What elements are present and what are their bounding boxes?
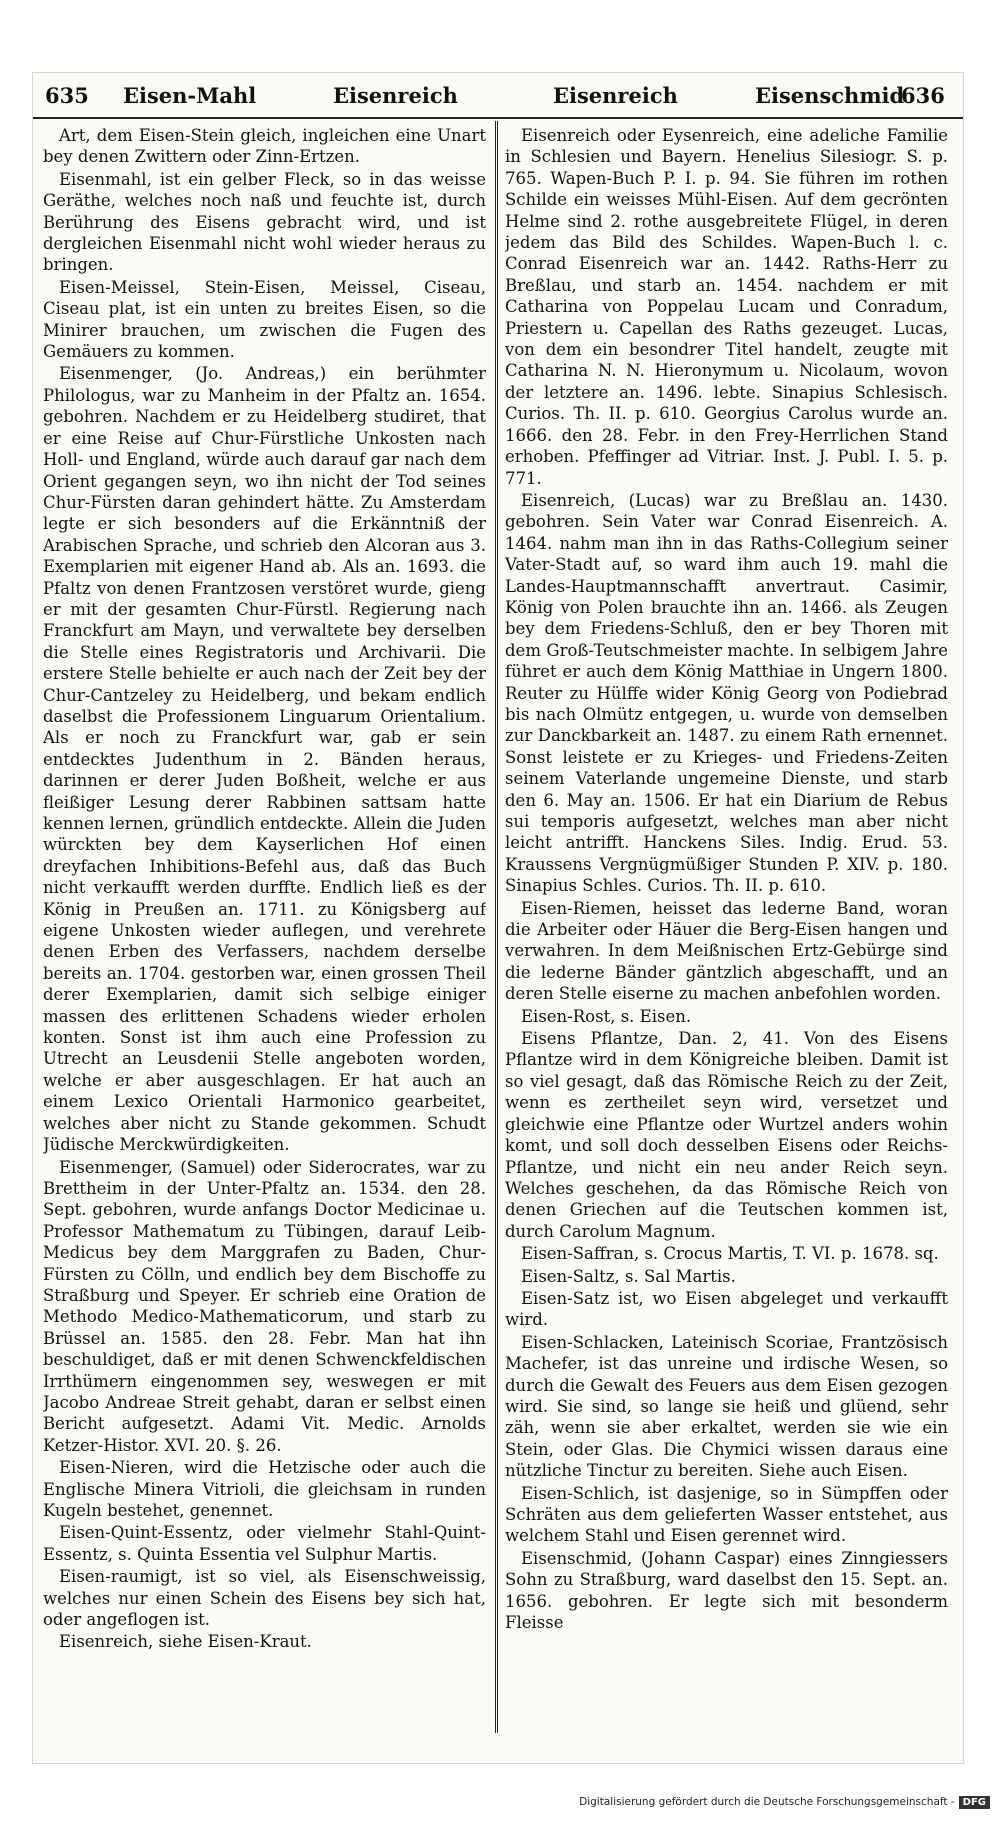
entry-paragraph: Eisen-Meissel, Stein-Eisen, Meissel, Ciseau, Ciseau plat, ist ein unten zu breites Eisen, so die Minirer brauchen, um zwischen die Fugen des Gemäuers zu kommen. <box>43 277 486 362</box>
entry-paragraph: Eisenschmid, (Johann Caspar) eines Zinngiessers Sohn zu Straßburg, ward daselbst den 15. Sept. an. 1656. gebohren. Er legte sich mit besonderm Fleisse <box>505 1548 948 1633</box>
running-title-2: Eisenreich <box>333 83 458 108</box>
right-column <box>505 125 948 1735</box>
credit-text: Digitalisierung gefördert durch die Deutsche Forschungsgemeinschaft - <box>579 1796 955 1808</box>
entry-paragraph: Eisen-raumigt, ist so viel, als Eisenschweissig, welches nur einen Schein des Eisens bey sich hat, oder angeflogen ist. <box>43 1567 486 1630</box>
entry-paragraph: Eisenreich, (Lucas) war zu Breßlau an. 1430. gebohren. Sein Vater war Conrad Eisenreich. A. 1464. nahm man ihn in das Raths-Collegium seiner Vater-Stadt auf, so ward ihm auch 19. mahl die Landes-Hauptmannschafft anvertraut. Casimir, König von Polen brauchte ihn an. 1466. als Zeugen bey dem Friedens-Schluß, den er bey Thoren mit dem Groß-Teutschmeister machte. In selbigem Jahre führet er auch dem König Matthiae in Ungern 1800. Reuter zu Hülffe wider König Georg von Podiebrad bis nach Olmütz entgegen, u. wurde von demselben zur Danckbarkeit an. 1487. zu einem Rath ernennet. Sonst leistete er zu Krieges- und Friedens-Zeiten seinem Vaterlande ungemeine Dienste, und starb den 6. May an. 1506. Er hat ein Diarium de Rebus sui temporis aufgesetzt, welches man aber nicht leicht antrifft. Hanckens Siles. Indig. Erud. 53. Kraussens Vergnügmüßiger Stunden P. XIV. p. 180. Sinapius Schles. Curios. Th. II. p. 610. <box>505 490 948 896</box>
column-divider <box>495 121 498 1733</box>
entry-paragraph: Eisen-Saltz, s. Sal Martis. <box>521 1266 736 1286</box>
entry-paragraph: Eisen-Rost, s. Eisen. <box>521 1006 692 1026</box>
text-columns <box>33 121 963 1741</box>
running-title-3: Eisenreich <box>553 83 678 108</box>
running-header <box>33 73 963 119</box>
entry-paragraph: Eisen-Satz ist, wo Eisen abgeleget und verkaufft wird. <box>505 1288 948 1330</box>
entry-paragraph: Eisen-Nieren, wird die Hetzische oder auch die Englische Minera Vitrioli, die gleichsam in runden Kugeln bestehet, genennet. <box>43 1458 486 1520</box>
entry-paragraph: Eisen-Quint-Essentz, oder vielmehr Stahl-Quint-Essentz, s. Quinta Essentia vel Sulphur Martis. <box>43 1523 486 1564</box>
book-page <box>32 72 964 1764</box>
entry-paragraph: Eisenmenger, (Jo. Andreas,) ein berühmter Philologus, war zu Manheim in der Pfaltz an. 1654. gebohren. Nachdem er zu Heidelberg studiret, that er eine Reise auf Chur-Fürstliche Unkosten nach Holl- und England, würde auch darauf gar nach dem Orient gegangen seyn, wo ihn nicht der Tod seines Chur-Fürsten daran gehindert hätte. Zu Amsterdam legte er sich besonders auf die Erkänntniß der Arabischen Sprache, und schrieb den Alcoran aus 3. Exemplarien mit eigener Hand ab. Als an. 1693. die Pfaltz von denen Frantzosen verstöret wurde, gieng er mit der gesamten Chur-Fürstl. Regierung nach Franckfurt am Mayn, und verwaltete bey derselben die Stelle eines Registratoris und Archivarii. Die erstere Stelle behielte er auch nach der Zeit bey der Chur-Cantzeley zu Heidelberg, und bekam endlich daselbst die Professionem Linguarum Orientalium. Als er noch zu Franckfurt war, gab er sein entdecktes Judenthum in 2. Bänden heraus, darinnen er derer Juden Boßheit, welche er aus fleißiger Lesung derer Rabbinen sattsam hatte kennen lernen, gründlich entdeckte. Allein die Juden würckten bey dem Kayserlichen Hof einen dreyfachen Inhibitions-Befehl aus, daß das Buch nicht verkaufft werden durffte. Endlich ließ es der König in Preußen an. 1711. zu Königsberg auf eigene Unkosten wieder auflegen, und verehrete denen Erben des Verfassers, nachdem derselbe bereits an. 1704. gestorben war, einen grossen Theil derer Exemplarien, damit sich selbige einiger massen des erlittenen Schadens wieder erholen konten. Sonst ist ihm auch eine Profession zu Utrecht an Leusdenii Stelle angeboten worden, welche er aber ausgeschlagen. Er hat auch an einem Lexico Orientali Harmonico gearbeitet, welches aber nicht zu Stande gekommen. Schudt Jüdische Merckwürdigkeiten. <box>43 364 486 1155</box>
entry-paragraph: Eisen-Riemen, heisset das lederne Band, woran die Arbeiter oder Häuer die Berg-Eisen hangen und verwahren. In dem Meißnischen Ertz-Gebürge sind die lederne Bänder gäntzlich abgeschafft, und an deren Stelle eiserne zu machen anbefohlen worden. <box>505 898 948 1004</box>
digitization-credit <box>579 1796 990 1809</box>
running-title-4: Eisenschmid <box>755 83 905 108</box>
entry-paragraph: Eisenmenger, (Samuel) oder Siderocrates, war zu Brettheim in der Unter-Pfaltz an. 1534. den 28. Sept. gebohren, wurde anfangs Doctor Medicinae u. Professor Mathematum zu Tübingen, darauf Leib-Medicus bey dem Marggrafen zu Baden, Chur-Fürsten zu Cölln, und endlich bey dem Bischoffe zu Straßburg und Speyer. Er schrieb eine Oration de Methodo Medico-Mathematicorum, und starb zu Brüssel an. 1585. den 28. Febr. Man hat ihn beschuldiget, daß er mit denen Schwenckfeldischen Irrthümern eingenommen sey, weswegen er mit Jacobo Andreae Streit gehabt, daran er selbst einen Bericht aufgesetzt. Adami Vit. Medic. Arnolds Ketzer-Histor. XVI. 20. §. 26. <box>43 1157 486 1455</box>
entry-paragraph: Eisens Pflantze, Dan. 2, 41. Von des Eisens Pflantze wird in dem Königreiche bleiben. Damit ist so viel gesagt, daß das Römische Reich zu der Zeit, wenn es zertheilet seyn wird, versetzet und gleichwie eine Pflantze oder Wurtzel anders wohin komt, und soll doch desselben Eisens oder Reichs-Pflantze, und nicht ein neu ander Reich seyn. Welches geschehen, da das Römische Reich von denen Griechen auf die Teutschen kommen ist, durch Carolum Magnum. <box>505 1029 948 1241</box>
running-title-1: Eisen-Mahl <box>123 83 257 108</box>
page-number-right: 636 <box>901 83 945 108</box>
entry-paragraph: Eisen-Saffran, s. Crocus Martis, T. VI. p. 1678. sq. <box>521 1244 939 1264</box>
left-column <box>43 125 486 1735</box>
entry-paragraph: Eisenmahl, ist ein gelber Fleck, so in das weisse Geräthe, welches noch naß und feuchte ist, durch Berührung des Eisens gebracht wird, und ist dergleichen Eisenmahl nicht wohl wieder heraus zu bringen. <box>43 169 486 275</box>
entry-paragraph: Eisenreich, siehe Eisen-Kraut. <box>59 1632 312 1652</box>
entry-paragraph: Eisenreich oder Eysenreich, eine adeliche Familie in Schlesien und Bayern. Henelius Silesiogr. S. p. 765. Wapen-Buch P. I. p. 94. Sie führen im rothen Schilde ein weisses Mühl-Eisen. Auf dem gecrönten Helme sind 2. rothe ausgebreitete Flügel, in deren jedem das Bild des Schildes. Wapen-Buch l. c. Conrad Eisenreich war an. 1442. Raths-Herr zu Breßlau, und starb an. 1454. nachdem er mit Catharina von Poppelau Lucam und Conradum, Priestern u. Capellan des Raths gezeuget. Lucas, von dem ein besondrer Titel handelt, zeugte mit Catharina N. N. Hieronymum u. Nicolaum, wovon der letztere an. 1496. lebte. Sinapius Schlesisch. Curios. Th. II. p. 610. Georgius Carolus wurde an. 1666. den 28. Febr. in den Frey-Herrlichen Stand erhoben. Pfeffinger ad Vitriar. Inst. J. Publ. I. 5. p. 771. <box>505 126 948 488</box>
entry-paragraph: Art, dem Eisen-Stein gleich, ingleichen eine Unart bey denen Zwittern oder Zinn-Ertzen. <box>43 126 486 167</box>
entry-paragraph: Eisen-Schlacken, Lateinisch Scoriae, Frantzösisch Machefer, ist das unreine und irdische Wesen, so durch die Gewalt des Feuers aus dem Eisen gezogen wird. Sie sind, so lange sie heiß und glüend, sehr zäh, wenn sie aber erkaltet, werden sie wie ein Stein, oder Glas. Die Chymici wissen daraus eine nützliche Tinctur zu bereiten. Siehe auch Eisen. <box>505 1332 948 1481</box>
page-number-left: 635 <box>45 83 89 108</box>
dfg-logo: DFG <box>959 1796 990 1809</box>
entry-paragraph: Eisen-Schlich, ist dasjenige, so in Sümpffen oder Schräten aus dem gelieferten Wasser entstehet, aus welchem Stahl und Eisen gerennet wird. <box>505 1483 948 1546</box>
